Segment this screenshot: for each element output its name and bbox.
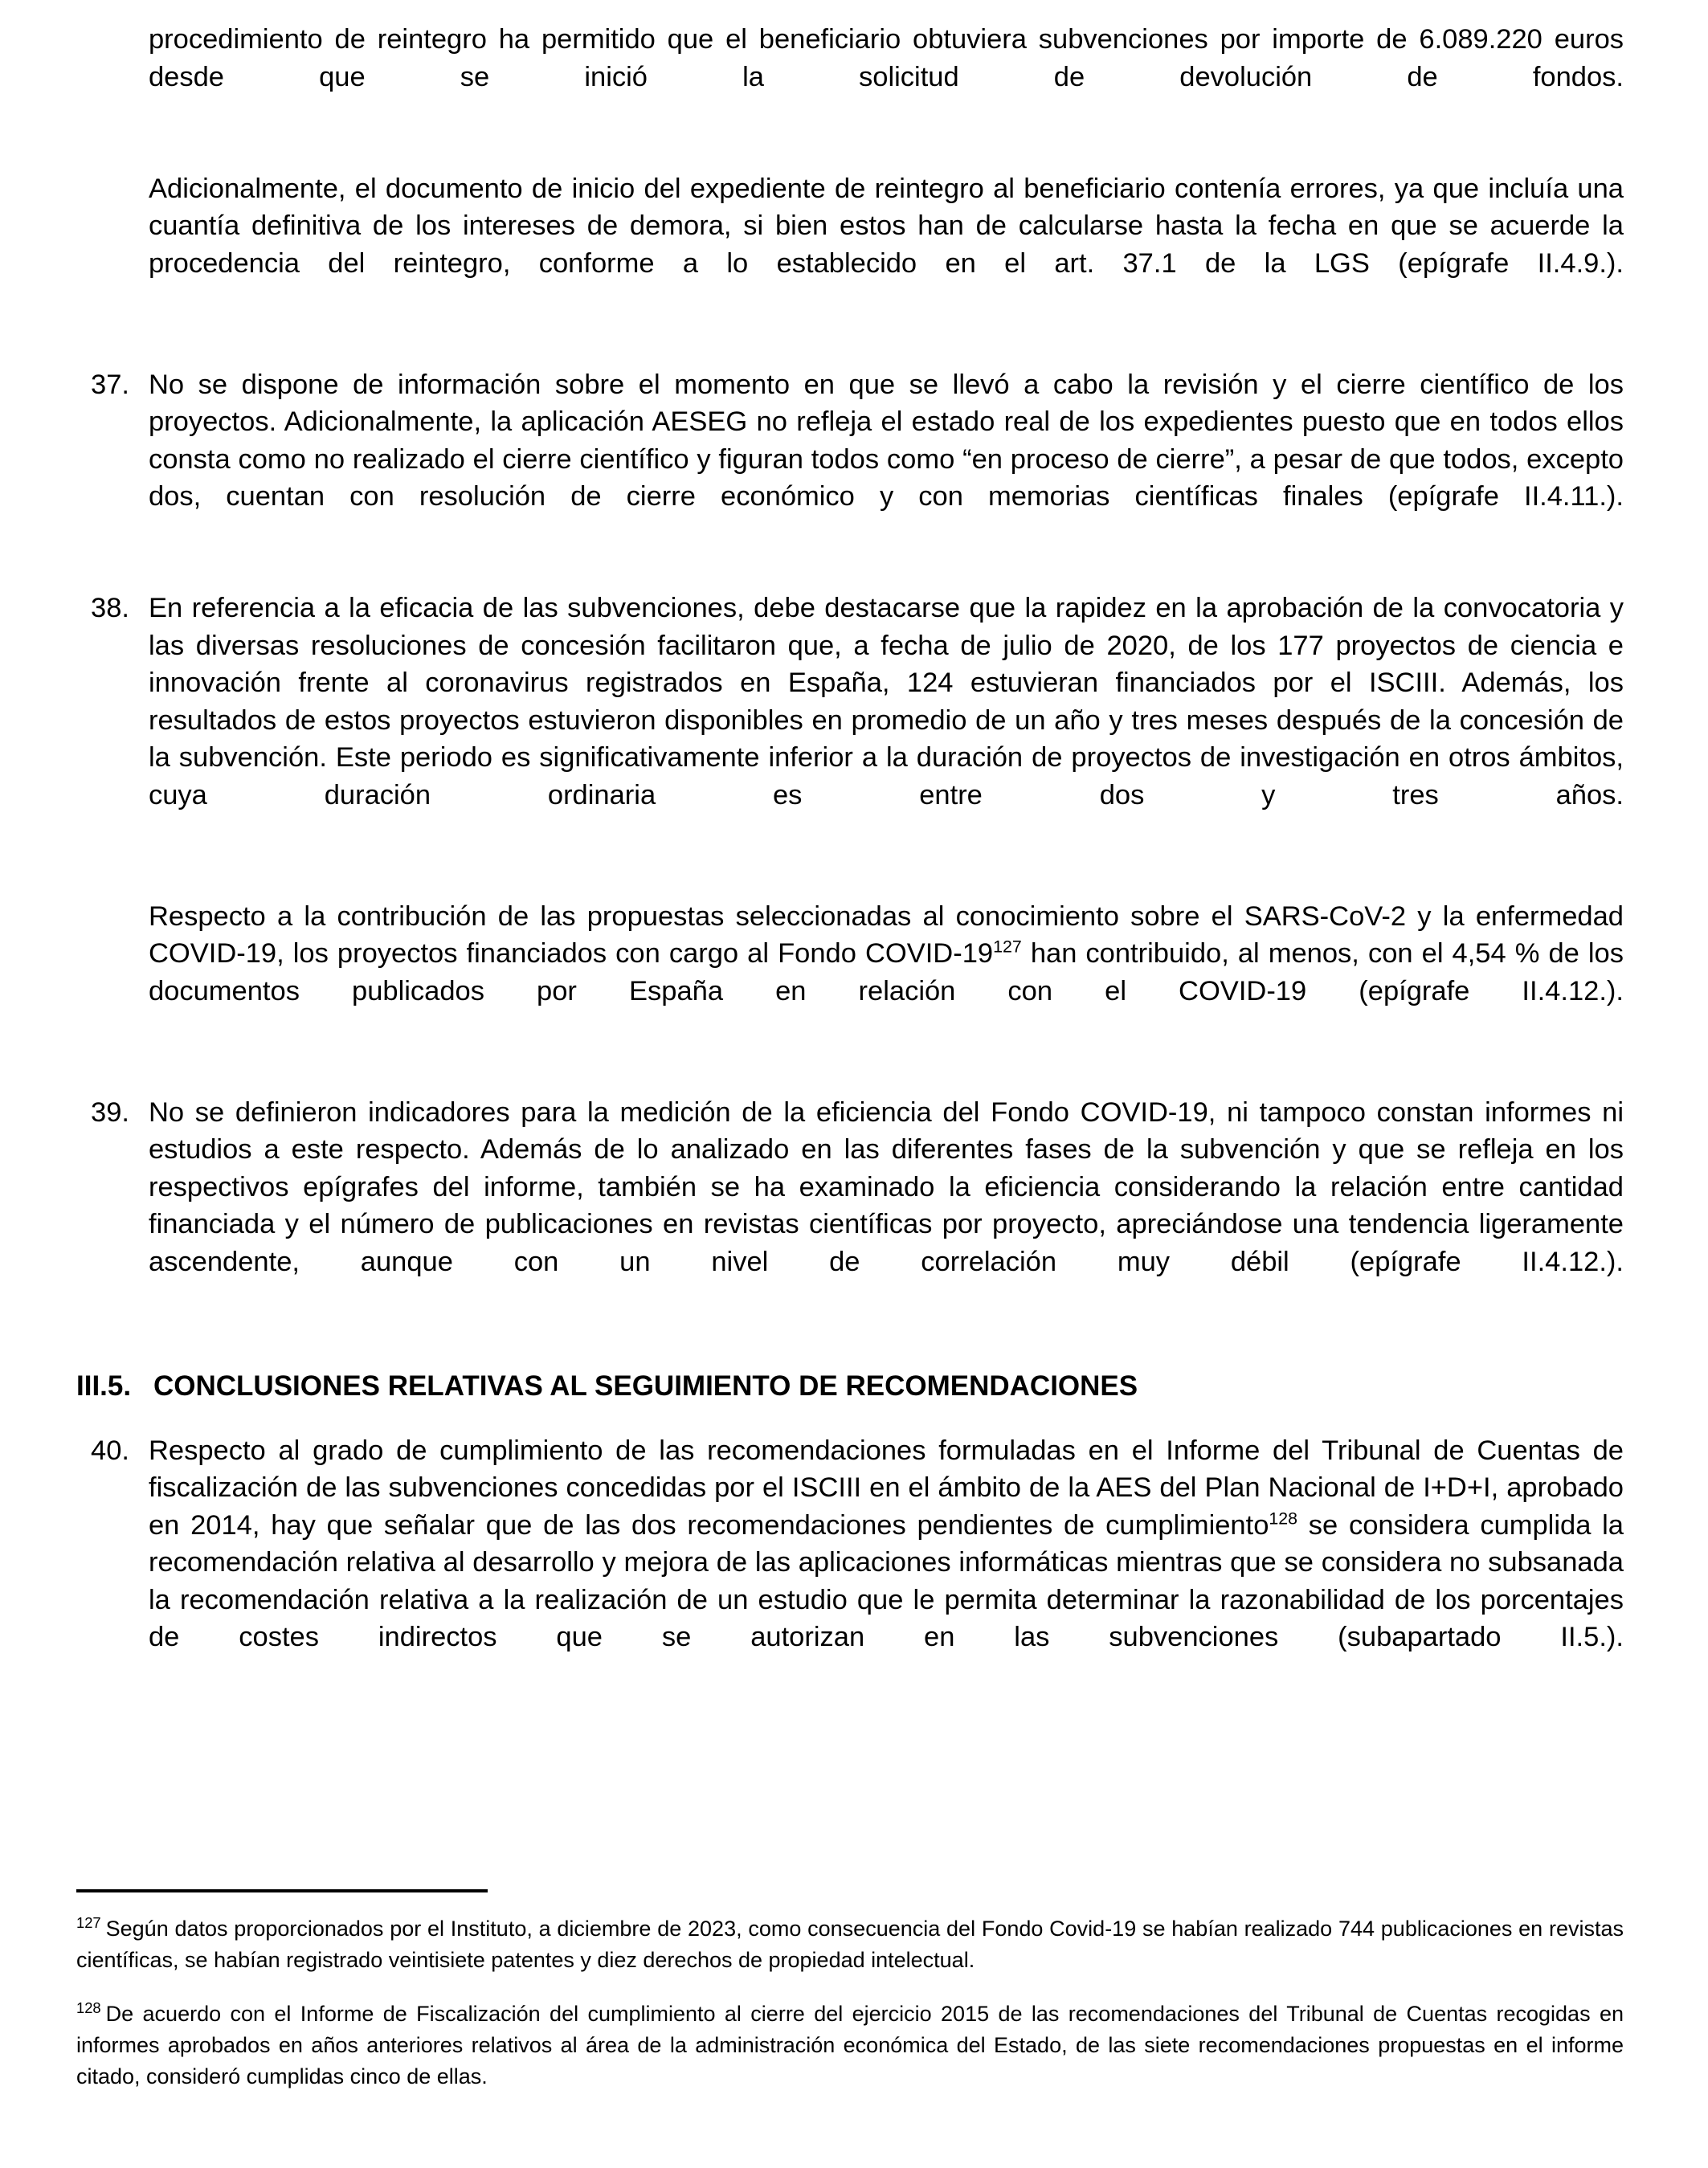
paragraph-text: Adicionalmente, el documento de inicio del expediente de reintegro al beneficiario contenía errores, ya que incluía una cuantía definitiva de los intereses de demora, si bien estos han de calcularse hasta la fecha en que se acuerde la procedencia del reintegro, conforme a lo establecido en el art. 37.1 de la LGS (epígrafe II.4.9.).: [149, 173, 1624, 279]
paragraph-number: 37.: [91, 369, 129, 400]
paragraph-spacer: [76, 156, 1624, 170]
footnote-text: [76, 1913, 1624, 1976]
paragraph-spacer: [76, 342, 1624, 366]
paragraph-text: [149, 898, 1624, 1047]
paragraph-text: procedimiento de reintegro ha permitido que el beneficiario obtuviera subvenciones por importe de 6.089.220 euros desde que se inició la solicitud de devolución de fondos.: [149, 24, 1624, 92]
paragraph-body: [149, 590, 1624, 851]
footnote-ref-127[interactable]: 127: [993, 937, 1022, 957]
numbered-paragraph-38: [76, 590, 1624, 851]
footnote-separator-rule: [76, 1889, 488, 1892]
footnote-body: De acuerdo con el Informe de Fiscalización del cumplimiento al cierre del ejercicio 2015 de las recomendaciones del Tribunal de Cuentas recogidas en informes aprobados en años anteriores relativos al área de la administración económica del Estado, de las siete recomendaciones propuestas en el informe citado, consideró cumplidas cinco de ellas.: [76, 2002, 1624, 2088]
page-content: [76, 21, 1624, 1716]
footnote-body: Según datos proporcionados por el Instituto, a diciembre de 2023, como consecuencia del Fondo Covid-19 se habían realizado 744 publicaciones en revistas científicas, se habían registrado veintisiete patentes y diez derechos de propiedad intelectual.: [76, 1917, 1624, 1972]
section-title: CONCLUSIONES RELATIVAS AL SEGUIMIENTO DE RECOMENDACIONES: [153, 1370, 1138, 1402]
continuation-paragraph-adicionalmente: [149, 170, 1624, 320]
text-after-footnote-ref: se considera cumplida la recomendación relativa al desarrollo y mejora de las aplicaciones informáticas mientras que se considera no subsanada la recomendación relativa a la realización de un estudio que le permita determinar la razonabilidad de los porcentajes de costes indirectos que se autorizan en las subvenciones (subapartado II.5.).: [149, 1509, 1624, 1652]
paragraph-number: 39.: [91, 1096, 129, 1128]
paragraph-body: [149, 1094, 1624, 1318]
paragraph-body: [149, 1432, 1624, 1694]
footnote-area: [76, 1889, 1624, 2092]
paragraph-number: 38.: [91, 593, 129, 623]
continuation-paragraph-reintegro: [149, 21, 1624, 133]
footnote-marker-127: 127: [76, 1914, 101, 1931]
paragraph-text: En referencia a la eficacia de las subvenciones, debe destacarse que la rapidez en la aprobación de la convocatoria y las diversas resoluciones de concesión facilitaron que, a fecha de julio de 2020, de los 177 proyectos de ciencia e innovación frente al coronavirus registrados en España, 124 estuvieran financiados por el ISCIII. Además, los resultados de estos proyectos estuvieron disponibles en promedio de un año y tres meses después de la concesión de la subvención. Este periodo es significativamente inferior a la duración de proyectos de investigación en otros ámbitos, cuya duración ordinaria es entre dos y tres años.: [149, 593, 1624, 810]
text-after-footnote-ref: han contribuido, al menos, con el 4,54 % de los documentos publicados por España en relación con el COVID-19 (epígrafe II.4.12.).: [149, 938, 1624, 1006]
numbered-paragraph-37: [76, 366, 1624, 553]
footnote-128: [76, 1999, 1624, 2092]
numbered-paragraph-40: [76, 1432, 1624, 1694]
section-heading: [76, 1368, 1624, 1405]
paragraph-number: 40.: [91, 1435, 129, 1466]
paragraph-body: [149, 366, 1624, 553]
footnote-ref-128[interactable]: 128: [1269, 1509, 1298, 1528]
paragraph-38-second-block: [149, 898, 1624, 1047]
footnote-marker-128: 128: [76, 1999, 101, 2016]
footnote-text: [76, 1999, 1624, 2092]
paragraph-text: [149, 1432, 1624, 1694]
section-number: III.5.: [76, 1370, 132, 1402]
paragraph-spacer: [76, 1070, 1624, 1094]
numbered-paragraph-39: [76, 1094, 1624, 1318]
text-before-footnote-ref: Respecto al grado de cumplimiento de las recomendaciones formuladas en el Informe del Tribunal de Cuentas de fiscalización de las subvenciones concedidas por el ISCIII en el ámbito de la AES del Plan Nacional de I+D+I, aprobado en 2014, hay que señalar que de las dos recomendaciones pendientes de cumplimiento: [149, 1435, 1624, 1541]
paragraph-spacer: [76, 575, 1624, 590]
footnote-127: [76, 1913, 1624, 1976]
paragraph-text: No se definieron indicadores para la medición de la eficiencia del Fondo COVID-19, ni tampoco constan informes ni estudios a este respecto. Además de lo analizado en las diferentes fases de la subvención y que se refleja en los respectivos epígrafes del informe, también se ha examinado la eficiencia considerando la relación entre cantidad financiada y el número de publicaciones en revistas científicas por proyecto, apreciándose una tendencia ligeramente ascendente, aunque con un nivel de correlación muy débil (epígrafe II.4.12.).: [149, 1096, 1624, 1277]
text-before-footnote-ref: Respecto a la contribución de las propuestas seleccionadas al conocimiento sobre el SARS-CoV-2 y la enfermedad COVID-19, los proyectos financiados con cargo al Fondo COVID-19: [149, 900, 1624, 969]
paragraph-text: No se dispone de información sobre el momento en que se llevó a cabo la revisión y el cierre científico de los proyectos. Adicionalmente, la aplicación AESEG no refleja el estado real de los expedientes puesto que en todos ellos consta como no realizado el cierre científico y figuran todos como “en proceso de cierre”, a pesar de que todos, excepto dos, cuentan con resolución de cierre económico y con memorias científicas finales (epígrafe II.4.11.).: [149, 369, 1624, 512]
paragraph-spacer: [76, 874, 1624, 898]
